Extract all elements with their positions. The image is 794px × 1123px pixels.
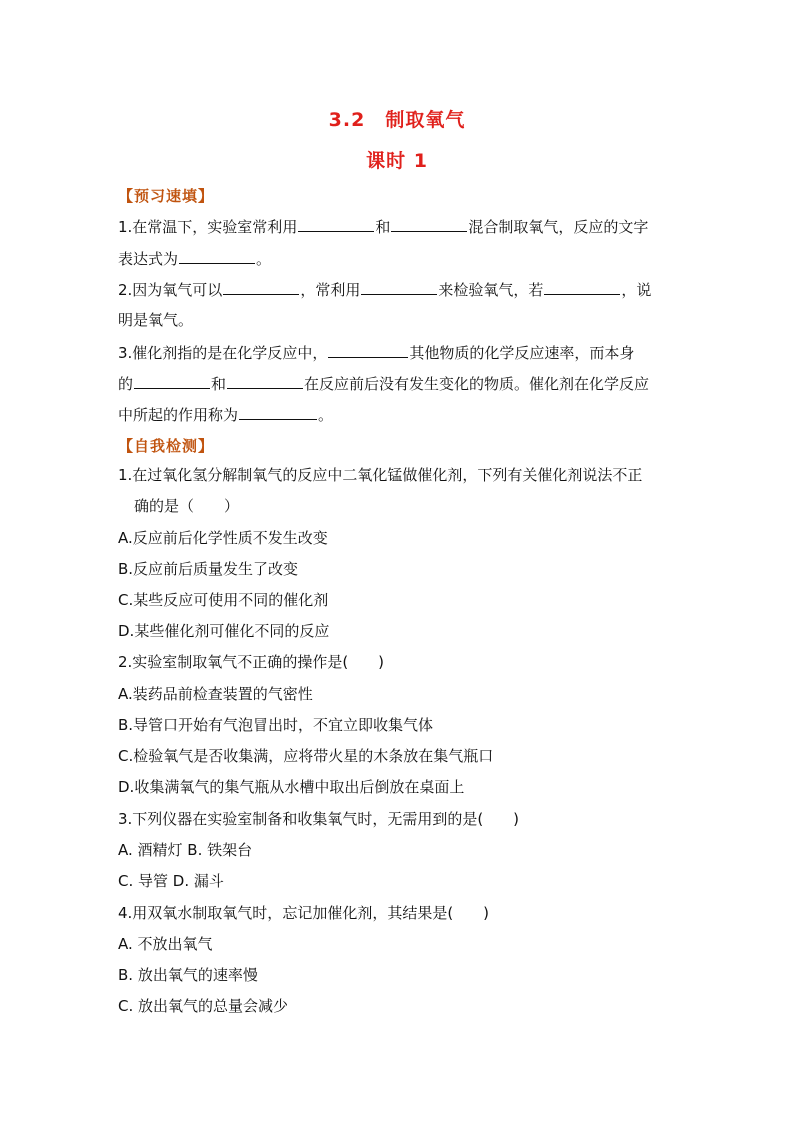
check-q2-option-d: D.收集满氧气的集气瓶从水槽中取出后倒放在桌面上	[118, 778, 465, 796]
preview-q3-line1: 3.催化剂指的是在化学反应中， 其他物质的化学反应速率，而本身	[118, 344, 635, 362]
check-q3-options-ab: A. 酒精灯 B. 铁架台	[118, 841, 253, 859]
check-q2-option-b: B.导管口开始有气泡冒出时，不宜立即收集气体	[118, 716, 434, 734]
answer-blank[interactable]	[239, 404, 317, 420]
check-q1-option-d: D.某些催化剂可催化不同的反应	[118, 622, 330, 640]
check-q1-stem-cont: 确的是（ ）	[134, 497, 240, 515]
preview-q2-line2: 明是氧气。	[118, 311, 194, 329]
section-heading-selfcheck: 【自我检测】	[118, 437, 215, 455]
check-q4-option-b: B. 放出氧气的速率慢	[118, 966, 258, 984]
check-q3-options-cd: C. 导管 D. 漏斗	[118, 872, 224, 890]
check-q1-option-c: C.某些反应可使用不同的催化剂	[118, 591, 329, 609]
check-q2-option-c: C.检验氧气是否收集满，应将带火星的木条放在集气瓶口	[118, 747, 494, 765]
answer-blank[interactable]	[134, 373, 210, 389]
answer-blank[interactable]	[223, 279, 299, 295]
answer-blank[interactable]	[361, 279, 437, 295]
answer-blank[interactable]	[544, 279, 620, 295]
answer-blank[interactable]	[328, 342, 408, 358]
answer-blank[interactable]	[391, 216, 467, 232]
check-q1-option-b: B.反应前后质量发生了改变	[118, 560, 299, 578]
check-q4-option-a: A. 不放出氧气	[118, 935, 213, 953]
page-subtitle: 课时 1	[366, 150, 428, 172]
preview-q2-line1: 2.因为氧气可以 ，常利用 来检验氧气，若 ，说	[118, 281, 652, 299]
section-heading-preview: 【预习速填】	[118, 187, 215, 205]
check-q4-stem: 4.用双氧水制取氧气时，忘记加催化剂，其结果是( )	[118, 904, 490, 922]
preview-q1-line2: 表达式为 。	[118, 250, 272, 268]
preview-q3-line2: 的 和 在反应前后没有发生变化的物质。催化剂在化学反应	[118, 375, 650, 393]
check-q2-option-a: A.装药品前检查装置的气密性	[118, 685, 313, 703]
check-q1-option-a: A.反应前后化学性质不发生改变	[118, 529, 328, 547]
preview-q3-line3: 中所起的作用称为 。	[118, 406, 334, 424]
page-title: 3.2 制取氧气	[328, 109, 466, 131]
check-q4-option-c: C. 放出氧气的总量会减少	[118, 997, 289, 1015]
check-q1-stem: 1.在过氧化氢分解制氧气的反应中二氧化锰做催化剂，下列有关催化剂说法不正	[118, 466, 643, 484]
answer-blank[interactable]	[227, 373, 303, 389]
answer-blank[interactable]	[179, 248, 255, 264]
preview-q1-line1: 1.在常温下，实验室常利用 和 混合制取氧气，反应的文字	[118, 218, 649, 236]
check-q2-stem: 2.实验室制取氧气不正确的操作是( )	[118, 653, 385, 671]
answer-blank[interactable]	[298, 216, 374, 232]
check-q3-stem: 3.下列仪器在实验室制备和收集氧气时，无需用到的是( )	[118, 810, 520, 828]
